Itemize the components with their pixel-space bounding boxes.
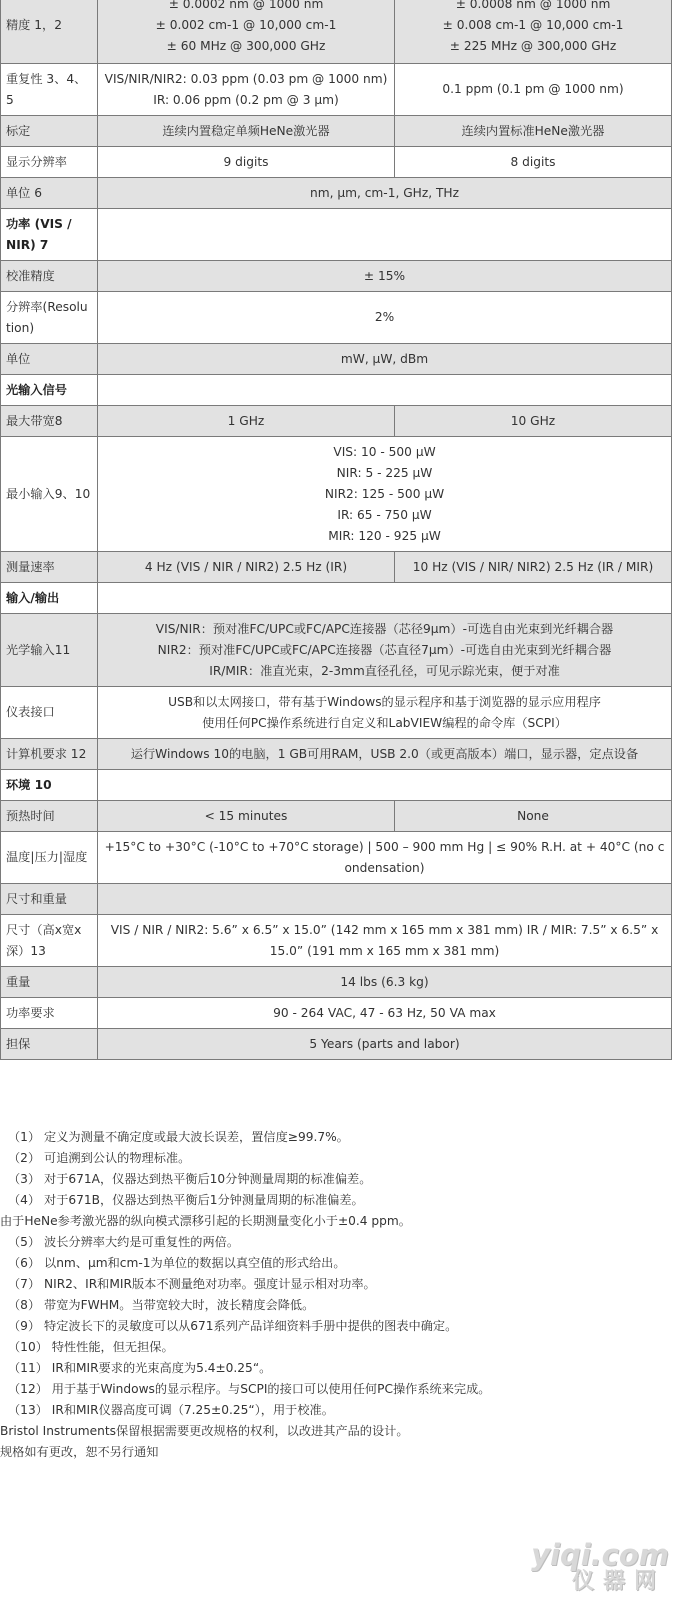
row-label: 重量 — [1, 967, 98, 998]
table-row — [1, 406, 672, 437]
section-label: 环境 10 — [1, 770, 98, 801]
value-cell: None — [395, 801, 672, 832]
row-label: 精度 1，2 — [1, 0, 98, 64]
value-cell: 5 Years (parts and labor) — [98, 1029, 672, 1060]
table-row — [1, 967, 672, 998]
value-cell: +15°C to +30°C (-10°C to +70°C storage) | 500 – 900 mm Hg | ≤ 90% R.H. at + 40°C (no condensation) — [98, 832, 672, 884]
section-label: 功率 (VIS / NIR) 7 — [1, 209, 98, 261]
row-label: 预热时间 — [1, 801, 98, 832]
value-cell: VIS/NIR/NIR2: 0.03 ppm (0.03 pm @ 1000 nm) IR: 0.06 ppm (0.2 pm @ 3 μm) — [98, 64, 395, 116]
value-cell: 90 - 264 VAC, 47 - 63 Hz, 50 VA max — [98, 998, 672, 1029]
table-row — [1, 116, 672, 147]
value-cell: 8 digits — [395, 147, 672, 178]
table-row — [1, 915, 672, 967]
disclaimer-text: Bristol Instruments保留根据需要更改规格的权利，以改进其产品的设计。 — [0, 1424, 409, 1438]
value-cell: 10 GHz — [395, 406, 672, 437]
footnote: （6） 以nm、μm和cm-1为单位的数据以真空值的形式给出。 — [8, 1256, 346, 1270]
row-label: 分辨率(Resolution) — [1, 292, 98, 344]
table-row — [1, 801, 672, 832]
footnote: （2） 可追溯到公认的物理标准。 — [8, 1151, 191, 1165]
table-row — [1, 147, 672, 178]
section-label: 尺寸和重量 — [1, 884, 98, 915]
row-label: 尺寸（高x宽x深）13 — [1, 915, 98, 967]
row-label: 最大带宽8 — [1, 406, 98, 437]
value-cell: 10 Hz (VIS / NIR/ NIR2) 2.5 Hz (IR / MIR) — [395, 552, 672, 583]
value-cell — [98, 375, 672, 406]
value-cell: VIS / NIR / NIR2: 5.6” x 6.5” x 15.0” (142 mm x 165 mm x 381 mm) IR / MIR: 7.5” x 6.5” x 15.0” (191 mm x 165 mm x 381 mm) — [98, 915, 672, 967]
value-cell — [98, 884, 672, 915]
footnote: （12） 用于基于Windows的显示程序。与SCPI的接口可以使用任何PC操作系统来完成。 — [8, 1382, 491, 1396]
value-cell: 1 GHz — [98, 406, 395, 437]
table-row — [1, 739, 672, 770]
footnote-text: 由于HeNe参考激光器的纵向模式漂移引起的长期测量变化小于±0.4 ppm。 — [0, 1214, 411, 1228]
row-label: 担保 — [1, 1029, 98, 1060]
value-cell — [98, 209, 672, 261]
row-label: 功率要求 — [1, 998, 98, 1029]
footnote: （11） IR和MIR要求的光束高度为5.4±0.25“。 — [8, 1361, 272, 1375]
value-cell: 连续内置标准HeNe激光器 — [395, 116, 672, 147]
footnote: （13） IR和MIR仪器高度可调（7.25±0.25“），用于校准。 — [8, 1403, 334, 1417]
row-label: 温度|压力|湿度 — [1, 832, 98, 884]
table-row — [1, 0, 672, 64]
section-label: 光输入信号 — [1, 375, 98, 406]
value-cell: 14 lbs (6.3 kg) — [98, 967, 672, 998]
section-label: 输入/输出 — [1, 583, 98, 614]
footnote: （7） NIR2、IR和MIR版本不测量绝对功率。强度计显示相对功率。 — [8, 1277, 376, 1291]
watermark-chars: 仪器网 — [571, 1569, 665, 1594]
value-cell: 运行Windows 10的电脑，1 GB可用RAM，USB 2.0（或更高版本）端口，显示器，定点设备 — [98, 739, 672, 770]
row-label: 重复性 3、4、5 — [1, 64, 98, 116]
footnotes — [0, 1127, 671, 1463]
section-row — [1, 583, 672, 614]
value-cell: nm, μm, cm-1, GHz, THz — [98, 178, 672, 209]
value-cell: 0.1 ppm (0.1 pm @ 1000 nm) — [395, 64, 672, 116]
row-label: 校准精度 — [1, 261, 98, 292]
table-row — [1, 552, 672, 583]
value-cell: 连续内置稳定单频HeNe激光器 — [98, 116, 395, 147]
table-row — [1, 832, 672, 884]
footnote: （5） 波长分辨率大约是可重复性的两倍。 — [8, 1235, 240, 1249]
footnote: （3） 对于671A，仪器达到热平衡后10分钟测量周期的标准偏差。 — [8, 1172, 372, 1186]
value-cell — [98, 770, 672, 801]
row-label: 仪表接口 — [1, 687, 98, 739]
table-row — [1, 614, 672, 687]
table-row — [1, 178, 672, 209]
row-label: 单位 6 — [1, 178, 98, 209]
value-cell: 4 Hz (VIS / NIR / NIR2) 2.5 Hz (IR) — [98, 552, 395, 583]
watermark-logo — [531, 1538, 669, 1596]
value-cell: ± 0.0008 nm @ 1000 nm ± 0.008 cm-1 @ 10,000 cm-1 ± 225 MHz @ 300,000 GHz — [395, 0, 672, 64]
footnote: （1） 定义为测量不确定度或最大波长误差，置信度≥99.7%。 — [8, 1130, 349, 1144]
value-cell — [98, 583, 672, 614]
row-label: 单位 — [1, 344, 98, 375]
table-row — [1, 292, 672, 344]
value-cell: mW, μW, dBm — [98, 344, 672, 375]
table-row — [1, 64, 672, 116]
table-row — [1, 1029, 672, 1060]
row-label: 计算机要求 12 — [1, 739, 98, 770]
section-row — [1, 884, 672, 915]
section-row — [1, 770, 672, 801]
row-label: 最小输入9、10 — [1, 437, 98, 552]
value-cell: < 15 minutes — [98, 801, 395, 832]
value-cell: 2% — [98, 292, 672, 344]
value-cell: 9 digits — [98, 147, 395, 178]
table-row — [1, 344, 672, 375]
row-label: 显示分辨率 — [1, 147, 98, 178]
section-row — [1, 375, 672, 406]
section-row — [1, 209, 672, 261]
footnote: （9） 特定波长下的灵敏度可以从671系列产品详细资料手册中提供的图表中确定。 — [8, 1319, 458, 1333]
table-row — [1, 261, 672, 292]
footnote: （4） 对于671B，仪器达到热平衡后1分钟测量周期的标准偏差。 — [8, 1193, 364, 1207]
table-row — [1, 687, 672, 739]
row-label: 标定 — [1, 116, 98, 147]
row-label: 测量速率 — [1, 552, 98, 583]
watermark-site: yiqi.com — [531, 1538, 669, 1572]
footnote: （8） 带宽为FWHM。当带宽较大时，波长精度会降低。 — [8, 1298, 315, 1312]
row-label: 光学输入11 — [1, 614, 98, 687]
value-cell: ± 15% — [98, 261, 672, 292]
table-row — [1, 437, 672, 552]
footnote: （10） 特性性能，但无担保。 — [8, 1340, 174, 1354]
value-cell: VIS: 10 - 500 μW NIR: 5 - 225 μW NIR2: 125 - 500 μW IR: 65 - 750 μW MIR: 120 - 925 μW — [98, 437, 672, 552]
value-cell: USB和以太网接口，带有基于Windows的显示程序和基于浏览器的显示应用程序 使用任何PC操作系统进行自定义和LabVIEW编程的命令库（SCPI） — [98, 687, 672, 739]
value-cell: VIS/NIR：预对准FC/UPC或FC/APC连接器（芯径9μm）-可选自由光束到光纤耦合器 NIR2：预对准FC/UPC或FC/APC连接器（芯直径7μm）-可选自由光束到光纤耦合器 IR/MIR：准直光束，2-3mm直径孔径，可见示踪光束，便于对准 — [98, 614, 672, 687]
disclaimer-text: 规格如有更改，恕不另行通知 — [0, 1445, 159, 1459]
table-row — [1, 998, 672, 1029]
value-cell: ± 0.0002 nm @ 1000 nm ± 0.002 cm-1 @ 10,000 cm-1 ± 60 MHz @ 300,000 GHz — [98, 0, 395, 64]
